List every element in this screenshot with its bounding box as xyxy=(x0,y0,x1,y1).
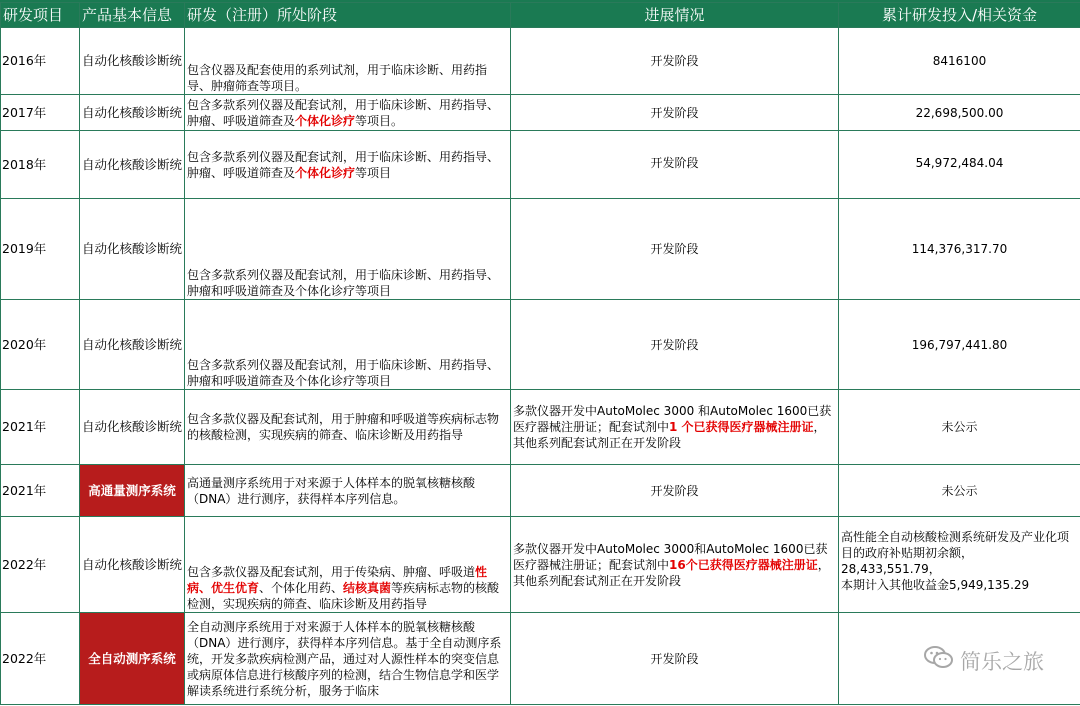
description-cell: 包含多款系列仪器及配套试剂，用于临床诊断、用药指导、肿瘤和呼吸道筛查及个体化诊疗等项目 xyxy=(185,199,511,300)
rd-projects-table xyxy=(0,2,1080,705)
product-cell: 自动化核酸诊断统 xyxy=(80,517,185,613)
progress-text: 多款仪器开发中AutoMolec 3000 和AutoMolec 1600已获医疗器械注册证；配套试剂中 xyxy=(513,404,832,434)
progress-cell: 开发阶段 xyxy=(511,613,839,705)
description-text-end: 等疾病标志物的核酸检测，实现疾病的筛查、临床诊断及用药指导 xyxy=(187,581,500,611)
investment-cell: 8416100 xyxy=(839,28,1080,95)
product-cell: 自动化核酸诊断统 xyxy=(80,95,185,131)
header-rd-project: 研发项目 xyxy=(1,3,80,28)
description-cell xyxy=(185,517,511,613)
header-investment: 累计研发投入/相关资金 xyxy=(839,3,1080,28)
subsidy-opening-balance: 28,433,551.79， xyxy=(841,562,941,576)
table-row xyxy=(1,300,1080,390)
description-highlight: 个体化诊疗 xyxy=(295,113,356,128)
year-cell: 2019年 xyxy=(1,199,80,300)
description-text: 包含多款系列仪器及配套试剂，用于临床诊断、用药指导、肿瘤、呼吸道筛查及 xyxy=(187,97,500,128)
description-text: 包含多款仪器及配套试剂，用于传染病、肿瘤、呼吸道 xyxy=(187,565,476,579)
year-cell: 2016年 xyxy=(1,28,80,95)
investment-cell: 未公示 xyxy=(839,390,1080,465)
progress-cell: 开发阶段 xyxy=(511,95,839,131)
header-stage: 研发（注册）所处阶段 xyxy=(185,3,511,28)
year-cell: 2022年 xyxy=(1,517,80,613)
table-row xyxy=(1,95,1080,131)
header-product-info: 产品基本信息 xyxy=(80,3,185,28)
header-progress: 进展情况 xyxy=(511,3,839,28)
investment-cell: 196,797,441.80 xyxy=(839,300,1080,390)
product-cell: 自动化核酸诊断统 xyxy=(80,28,185,95)
investment-cell: 114,376,317.70 xyxy=(839,199,1080,300)
year-cell: 2018年 xyxy=(1,131,80,199)
description-text-end: 等项目。 xyxy=(355,113,404,128)
description-text-end: 等项目 xyxy=(355,165,392,180)
description-highlight-2: 结核真菌 xyxy=(343,581,392,595)
progress-text: 多款仪器开发中AutoMolec 3000和AutoMolec 1600已获医疗器械注册证；配套试剂中 xyxy=(513,541,828,572)
progress-text-end: ，其他系列配套试剂正在开发阶段 xyxy=(513,557,830,588)
investment-cell xyxy=(839,517,1080,613)
table-row xyxy=(1,131,1080,199)
product-cell-highlighted: 全自动测序系统 xyxy=(80,613,185,705)
progress-highlight: 1 个已获得医疗器械注册证 xyxy=(669,420,814,434)
table-row xyxy=(1,465,1080,517)
progress-cell: 开发阶段 xyxy=(511,465,839,517)
year-cell: 2017年 xyxy=(1,95,80,131)
progress-cell: 开发阶段 xyxy=(511,131,839,199)
subsidy-current-income: 本期计入其他收益金5,949,135.29 xyxy=(841,578,1030,592)
table-row xyxy=(1,199,1080,300)
description-text-mid: 、个体化用药、 xyxy=(259,581,344,595)
investment-cell: 未公示 xyxy=(839,465,1080,517)
product-cell: 自动化核酸诊断统 xyxy=(80,131,185,199)
watermark-text: 简乐之旅 xyxy=(960,649,1044,674)
description-cell xyxy=(185,131,511,199)
header-row xyxy=(1,3,1080,28)
year-cell: 2021年 xyxy=(1,465,80,517)
product-cell: 自动化核酸诊断统 xyxy=(80,300,185,390)
year-cell: 2021年 xyxy=(1,390,80,465)
description-cell xyxy=(185,95,511,131)
table-row xyxy=(1,390,1080,465)
description-highlight-1: 性病、优生优育 xyxy=(187,565,488,595)
description-cell: 包含多款系列仪器及配套试剂，用于临床诊断、用药指导、肿瘤和呼吸道筛查及个体化诊疗等项目 xyxy=(185,300,511,390)
table-row xyxy=(1,517,1080,613)
description-highlight: 个体化诊疗 xyxy=(295,165,356,180)
progress-cell xyxy=(511,390,839,465)
product-cell: 自动化核酸诊断统 xyxy=(80,390,185,465)
progress-highlight: 16个已获得医疗器械注册证 xyxy=(669,557,818,572)
description-cell: 包含多款仪器及配套试剂，用于肿瘤和呼吸道等疾病标志物的核酸检测，实现疾病的筛查、临床诊断及用药指导 xyxy=(185,390,511,465)
description-text: 包含多款系列仪器及配套试剂，用于临床诊断、用药指导、肿瘤、呼吸道筛查及 xyxy=(187,149,500,180)
progress-cell: 开发阶段 xyxy=(511,199,839,300)
watermark xyxy=(924,645,1044,676)
progress-cell xyxy=(511,517,839,613)
description-cell: 全自动测序系统用于对来源于人体样本的脱氧核糖核酸（DNA）进行测序，获得样本序列信息。基于全自动测序系统，开发多款疾病检测产品，通过对人源性样本的突变信息或病原体信息进行核酸序列的检测，结合生物信息学和医学解读系统进行系统分析，服务于临床 xyxy=(185,613,511,705)
subsidy-note: 高性能全自动核酸检测系统研发及产业化项目的政府补贴期初余额， xyxy=(841,530,1070,560)
progress-text-end: ，其他系列配套试剂正在开发阶段 xyxy=(513,420,826,450)
investment-cell: 54,972,484.04 xyxy=(839,131,1080,199)
wechat-icon xyxy=(924,645,954,676)
product-cell-highlighted: 高通量测序系统 xyxy=(80,465,185,517)
progress-cell: 开发阶段 xyxy=(511,300,839,390)
year-cell: 2022年 xyxy=(1,613,80,705)
table-row xyxy=(1,28,1080,95)
description-cell: 包含仪器及配套使用的系列试剂，用于临床诊断、用药指导、肿瘤筛查等项目。 xyxy=(185,28,511,95)
progress-cell: 开发阶段 xyxy=(511,28,839,95)
investment-cell: 22,698,500.00 xyxy=(839,95,1080,131)
description-cell: 高通量测序系统用于对来源于人体样本的脱氧核糖核酸（DNA）进行测序，获得样本序列信息。 xyxy=(185,465,511,517)
year-cell: 2020年 xyxy=(1,300,80,390)
product-cell: 自动化核酸诊断统 xyxy=(80,199,185,300)
table-row xyxy=(1,613,1080,705)
